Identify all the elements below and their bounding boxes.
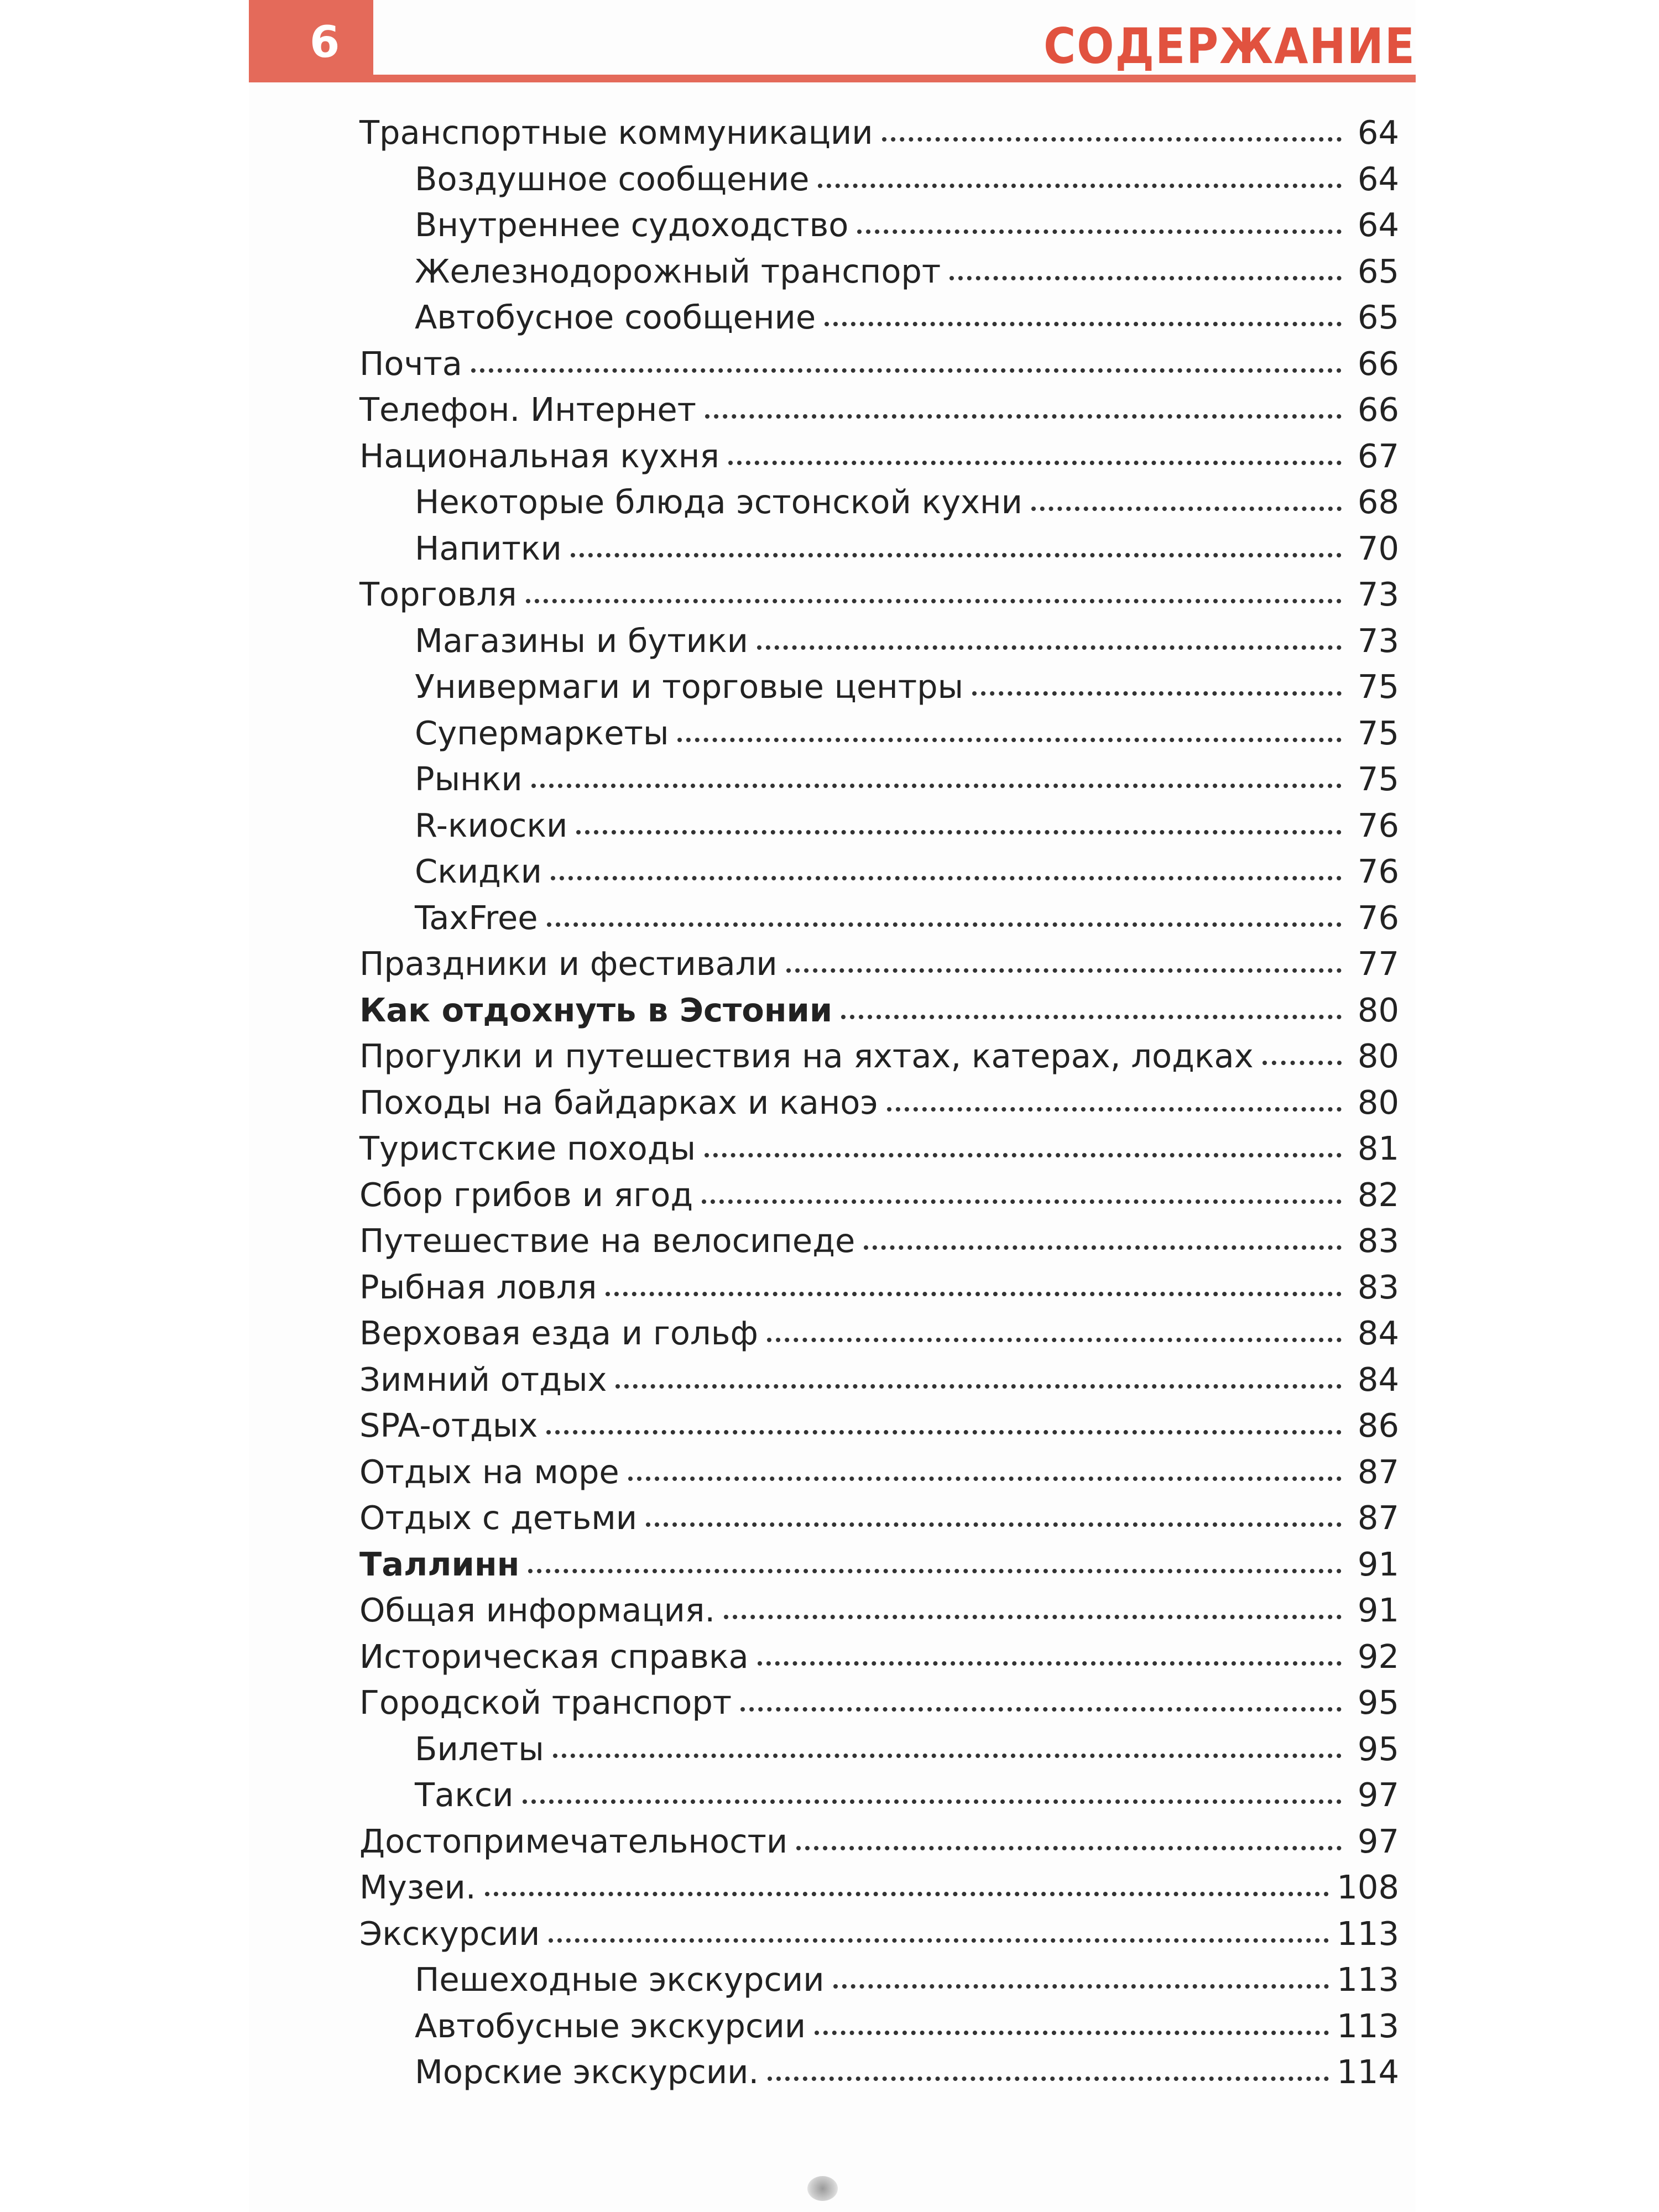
toc-entry-label: Рынки <box>415 760 523 798</box>
toc-entry-page: 113 <box>1337 1960 1399 1999</box>
toc-entry-label: Прогулки и путешествия на яхтах, катерах, лодках <box>359 1037 1254 1075</box>
toc-entry-page: 95 <box>1357 1683 1399 1721</box>
toc-entry <box>359 345 1399 391</box>
toc-entry-label: Почта <box>359 344 462 383</box>
toc-entry-label: Воздушное сообщение <box>415 159 810 198</box>
toc-entry <box>359 1176 1399 1222</box>
book-page <box>249 0 1416 2212</box>
toc-entry-page: 65 <box>1357 252 1399 290</box>
toc-entry-label: Отдых с детьми <box>359 1499 638 1537</box>
toc-leader-dots <box>728 456 1342 465</box>
toc-entry-label: Пешеходные экскурсии <box>415 1960 825 1999</box>
page-number: 6 <box>310 18 340 67</box>
toc-entry-label: Отдых на море <box>359 1452 619 1491</box>
toc-entry-page: 64 <box>1357 159 1399 198</box>
toc-entry-page: 81 <box>1357 1129 1399 1167</box>
toc-entry-label: Достопримечательности <box>359 1822 788 1860</box>
toc-entry <box>359 1314 1399 1360</box>
toc-entry-page: 91 <box>1357 1545 1399 1583</box>
toc-leader-dots <box>551 872 1342 880</box>
toc-leader-dots <box>767 1333 1342 1342</box>
toc-entry <box>359 1268 1399 1314</box>
toc-entry <box>359 390 1399 437</box>
toc-entry-page: 75 <box>1357 667 1399 706</box>
toc-entry <box>359 1960 1399 2007</box>
toc-leader-dots <box>549 1934 1329 1943</box>
toc-entry <box>359 1868 1399 1914</box>
toc-entry-label: Национальная кухня <box>359 436 719 475</box>
toc-entry <box>359 483 1399 529</box>
toc-entry-label: SPA-отдых <box>359 1406 538 1444</box>
paper-stain-icon <box>807 2176 838 2201</box>
toc-entry <box>359 2053 1399 2099</box>
toc-leader-dots <box>526 594 1342 603</box>
toc-entry-label: Напитки <box>415 529 562 567</box>
toc-entry-page: 68 <box>1357 483 1399 521</box>
toc-entry-page: 64 <box>1357 206 1399 244</box>
toc-entry <box>359 206 1399 252</box>
toc-entry-page: 92 <box>1357 1637 1399 1676</box>
toc-entry-label: Железнодорожный транспорт <box>415 252 941 290</box>
toc-leader-dots <box>705 410 1342 419</box>
toc-leader-dots <box>571 549 1342 557</box>
toc-entry <box>359 1591 1399 1637</box>
toc-entry-page: 83 <box>1357 1267 1399 1306</box>
toc-entry-page: 83 <box>1357 1222 1399 1260</box>
toc-entry-page: 65 <box>1357 298 1399 336</box>
toc-entry-label: Автобусные экскурсии <box>415 2006 806 2045</box>
toc-entry <box>359 252 1399 299</box>
toc-leader-dots <box>768 2072 1329 2081</box>
toc-entry <box>359 1730 1399 1776</box>
toc-entry-page: 84 <box>1357 1314 1399 1352</box>
toc-entry-label: Историческая справка <box>359 1637 749 1676</box>
toc-entry-label: Магазины и бутики <box>415 621 748 660</box>
toc-leader-dots <box>1031 502 1342 511</box>
toc-leader-dots <box>815 2026 1329 2035</box>
toc-leader-dots <box>606 1287 1342 1296</box>
toc-entry-page: 97 <box>1357 1776 1399 1814</box>
toc-entry-label: Торговля <box>359 575 517 613</box>
toc-leader-dots <box>887 1103 1342 1112</box>
toc-leader-dots <box>950 272 1342 280</box>
toc-entry-label: Морские экскурсии. <box>415 2053 759 2091</box>
toc-entry-page: 66 <box>1357 390 1399 429</box>
header-bar <box>249 0 1416 77</box>
toc-leader-dots <box>677 733 1342 742</box>
toc-leader-dots <box>576 826 1342 834</box>
toc-leader-dots <box>485 1887 1329 1896</box>
toc-leader-dots <box>615 1380 1342 1389</box>
toc-leader-dots <box>724 1610 1342 1619</box>
toc-leader-dots <box>646 1518 1342 1527</box>
toc-leader-dots <box>553 1749 1342 1758</box>
toc-entry <box>359 1222 1399 1268</box>
toc-entry-label: Экскурсии <box>359 1914 540 1953</box>
toc-entry <box>359 1683 1399 1730</box>
toc-leader-dots <box>786 964 1342 973</box>
toc-entry <box>359 2007 1399 2053</box>
toc-entry <box>359 1037 1399 1083</box>
toc-entry <box>359 991 1399 1037</box>
toc-entry-label: Телефон. Интернет <box>359 390 697 429</box>
toc-entry-page: 82 <box>1357 1175 1399 1214</box>
toc-entry-label: Супермаркеты <box>415 713 669 752</box>
toc-entry <box>359 622 1399 668</box>
toc-entry-page: 80 <box>1357 1083 1399 1121</box>
toc-entry-page: 73 <box>1357 621 1399 660</box>
toc-entry-page: 73 <box>1357 575 1399 613</box>
toc-entry-page: 97 <box>1357 1822 1399 1860</box>
toc-leader-dots <box>882 133 1342 142</box>
toc-leader-dots <box>972 687 1342 696</box>
toc-entry <box>359 1083 1399 1130</box>
toc-leader-dots <box>857 225 1342 234</box>
toc-leader-dots <box>758 1657 1342 1666</box>
toc-leader-dots <box>757 641 1342 650</box>
toc-entry-label: Билеты <box>415 1729 544 1768</box>
toc-entry <box>359 1129 1399 1176</box>
toc-entry <box>359 113 1399 160</box>
toc-entry-label: Автобусное сообщение <box>415 298 816 336</box>
toc-entry-page: 80 <box>1357 990 1399 1029</box>
toc-entry-label: Такси <box>415 1776 514 1814</box>
toc-entry <box>359 1406 1399 1453</box>
toc-leader-dots <box>825 317 1342 326</box>
toc-entry <box>359 1637 1399 1684</box>
toc-entry-label: Рыбная ловля <box>359 1267 597 1306</box>
toc-entry <box>359 1453 1399 1499</box>
toc-entry <box>359 899 1399 945</box>
toc-entry <box>359 1822 1399 1869</box>
toc-leader-dots <box>628 1472 1342 1481</box>
toc-entry-label: Путешествие на велосипеде <box>359 1222 855 1260</box>
toc-entry-label: Некоторые блюда эстонской кухни <box>415 483 1022 521</box>
toc-entry-page: 108 <box>1337 1868 1399 1906</box>
toc-entry <box>359 806 1399 853</box>
toc-entry-page: 84 <box>1357 1360 1399 1399</box>
toc-entry <box>359 1545 1399 1592</box>
toc-entry-label: Сбор грибов и ягод <box>359 1175 693 1214</box>
toc-leader-dots <box>528 1564 1342 1573</box>
toc-entry <box>359 437 1399 483</box>
toc-entry-label: Туристские походы <box>359 1129 696 1167</box>
toc-entry <box>359 760 1399 806</box>
toc-entry-page: 87 <box>1357 1499 1399 1537</box>
toc-leader-dots <box>841 1010 1342 1019</box>
toc-entry <box>359 529 1399 576</box>
toc-entry-page: 76 <box>1357 852 1399 890</box>
toc-entry-label: Музеи. <box>359 1868 476 1906</box>
toc-entry-label: Городской транспорт <box>359 1683 732 1721</box>
toc-entry <box>359 575 1399 622</box>
toc-entry-label: Скидки <box>415 852 542 890</box>
toc-leader-dots <box>833 1980 1329 1989</box>
toc-entry-page: 80 <box>1357 1037 1399 1075</box>
toc-entry-label: R-киоски <box>415 806 568 844</box>
toc-entry-label: TaxFree <box>415 898 538 937</box>
toc-entry <box>359 1776 1399 1822</box>
toc-entry <box>359 1914 1399 1961</box>
toc-entry-label: Общая информация. <box>359 1591 716 1629</box>
toc-entry-page: 70 <box>1357 529 1399 567</box>
toc-entry-page: 113 <box>1337 1914 1399 1953</box>
toc-leader-dots <box>546 1426 1342 1434</box>
toc-entry-label: Верховая езда и гольф <box>359 1314 758 1352</box>
toc-leader-dots <box>471 364 1342 373</box>
toc-entry-label: Внутреннее судоходство <box>415 206 849 244</box>
toc-entry-page: 95 <box>1357 1729 1399 1768</box>
toc-entry <box>359 667 1399 714</box>
toc-entry-page: 77 <box>1357 945 1399 983</box>
toc-entry-page: 76 <box>1357 806 1399 844</box>
toc-entry-label: Походы на байдарках и каноэ <box>359 1083 878 1121</box>
toc-entry-page: 86 <box>1357 1406 1399 1444</box>
toc-entry-page: 91 <box>1357 1591 1399 1629</box>
section-title: СОДЕРЖАНИЕ <box>1044 18 1416 75</box>
toc-entry-page: 75 <box>1357 713 1399 752</box>
toc-entry-page: 114 <box>1337 2053 1399 2091</box>
toc-entry <box>359 852 1399 899</box>
toc-entry-label: Как отдохнуть в Эстонии <box>359 990 833 1029</box>
toc-entry-page: 75 <box>1357 760 1399 798</box>
table-of-contents <box>359 113 1399 2099</box>
toc-entry <box>359 160 1399 206</box>
toc-entry-label: Транспортные коммуникации <box>359 113 873 152</box>
toc-leader-dots <box>1262 1056 1342 1065</box>
header-rule <box>249 75 1416 82</box>
toc-entry-page: 64 <box>1357 113 1399 152</box>
toc-leader-dots <box>740 1703 1342 1712</box>
toc-entry-page: 113 <box>1337 2006 1399 2045</box>
toc-entry-page: 76 <box>1357 898 1399 937</box>
toc-leader-dots <box>702 1195 1342 1204</box>
toc-entry-label: Таллинн <box>359 1545 520 1583</box>
toc-entry-page: 67 <box>1357 436 1399 475</box>
toc-entry-label: Зимний отдых <box>359 1360 607 1399</box>
toc-entry-page: 66 <box>1357 344 1399 383</box>
toc-leader-dots <box>523 1795 1342 1804</box>
toc-leader-dots <box>705 1149 1342 1157</box>
toc-entry <box>359 298 1399 345</box>
toc-entry-label: Праздники и фестивали <box>359 945 778 983</box>
toc-entry <box>359 945 1399 991</box>
toc-entry <box>359 1360 1399 1407</box>
toc-entry <box>359 1499 1399 1545</box>
toc-entry <box>359 714 1399 760</box>
toc-leader-dots <box>547 918 1342 927</box>
toc-leader-dots <box>864 1241 1342 1250</box>
toc-leader-dots <box>818 179 1342 188</box>
toc-leader-dots <box>531 779 1342 788</box>
toc-entry-page: 87 <box>1357 1452 1399 1491</box>
toc-entry-label: Универмаги и торговые центры <box>415 667 964 706</box>
toc-leader-dots <box>796 1841 1342 1850</box>
